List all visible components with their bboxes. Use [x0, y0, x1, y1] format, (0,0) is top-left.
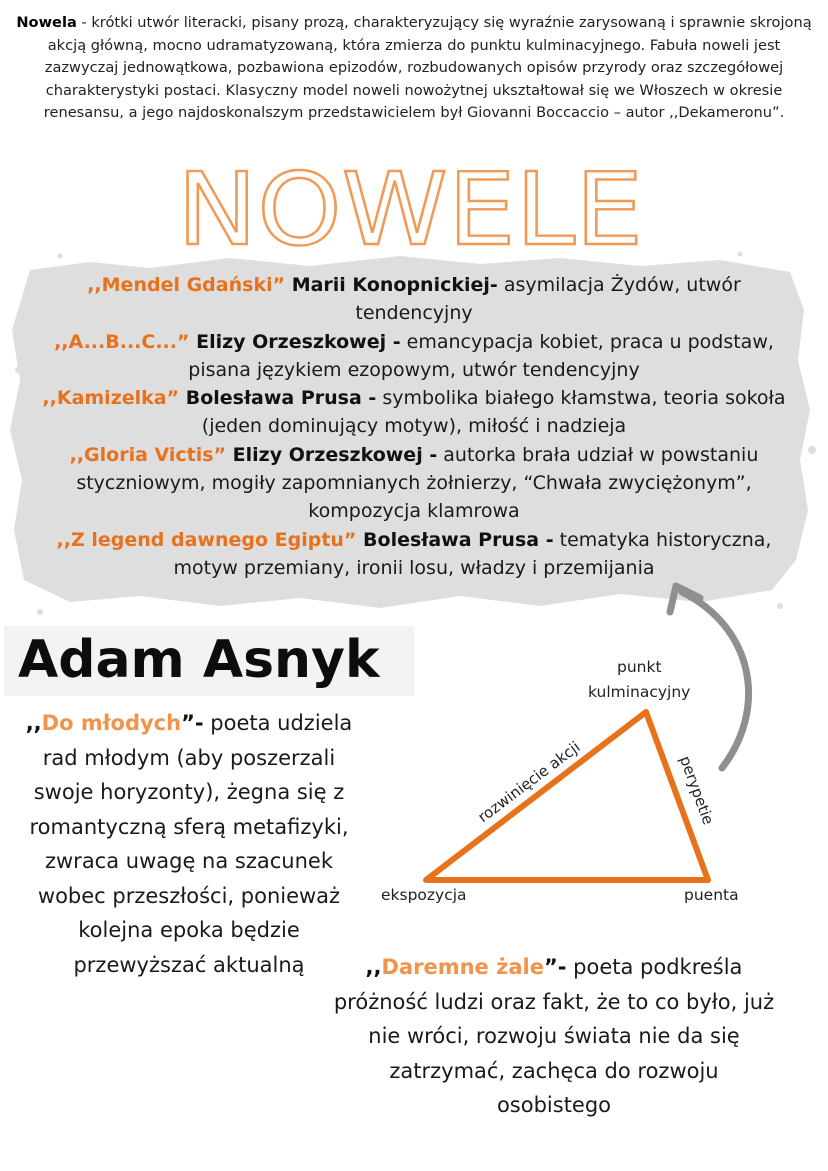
plot-triangle-diagram [370, 580, 790, 920]
novels-list [28, 271, 800, 582]
poem-description: poeta podkreśla próżność ludzi oraz fakt, że to co było, już nie wróci, rozwoju świata nie da się zatrzymać, zachęca do rozwoju osobistego [333, 955, 775, 1117]
novel-title: ,,Kamizelka” [42, 387, 180, 410]
novel-title: ,,A...B...C...” [54, 330, 190, 353]
intro-paragraph [14, 12, 814, 125]
poem-title: Do młodych [41, 711, 182, 735]
novel-author: Bolesława Prusa - [356, 528, 554, 551]
twists-label: perypetie [675, 753, 718, 828]
novel-item [28, 526, 800, 583]
exposition-label: ekspozycja [381, 886, 467, 904]
nowele-heading [150, 152, 670, 252]
plot-triangle [426, 712, 708, 880]
novel-description: emancypacja kobiet, praca u podstaw, pisana językiem ezopowym, utwór tendencyjny [188, 330, 774, 381]
arrow-head [670, 586, 700, 612]
nowele-heading-text: NOWELE [177, 152, 643, 252]
novel-author: Elizy Orzeszkowej - [189, 330, 401, 353]
quote-open: ,, [365, 955, 382, 979]
quote-close: ”- [181, 711, 204, 735]
punchline-label: puenta [684, 886, 739, 904]
intro-term: Nowela [16, 14, 77, 31]
rising-action-label: rozwinięcie akcji [474, 737, 584, 827]
poem-title: Daremne żale [381, 955, 544, 979]
novel-description: autorka brała udział w powstaniu styczniowym, mogiły zapomnianych żołnierzy, “Chwała zwyciężonym”, kompozycja klamrowa [76, 443, 759, 523]
quote-open: ,, [25, 711, 42, 735]
novel-author: Bolesława Prusa - [179, 387, 377, 410]
asnyk-heading: Adam Asnyk [18, 630, 380, 690]
novel-author: Marii Konopnickiej- [285, 274, 498, 296]
quote-close: ”- [543, 955, 567, 979]
novel-item [28, 441, 800, 526]
intro-definition: - krótki utwór literacki, pisany prozą, charakteryzujący się wyraźnie zarysowaną i sprawnie skrojoną akcją główną, mocno udramatyzowaną, która zmierza do punktu kulminacyjnego. Fabuła noweli jest zazwyczaj jednowątkowa, pozbawiona epizodów, rozbudowanych opisów przyrody oraz szczegółowej charakterystyki postaci. Klasyczny model noweli nowożytnej ukształtował się we Włoszech w okresie renesansu, a jego najdoskonalszym przedstawicielem był Giovanni Boccaccio – autor ,,Dekameronu”. [43, 14, 812, 121]
novel-author: Elizy Orzeszkowej - [226, 443, 438, 466]
novel-item [28, 384, 800, 441]
novel-title: ,,Z legend dawnego Egiptu” [56, 528, 357, 551]
poem-do-mlodych [14, 706, 364, 982]
curved-arrow [682, 592, 749, 768]
novel-description: tematyka historyczna, motyw przemiany, ironii losu, władzy i przemijania [173, 528, 772, 579]
novel-title: ,,Mendel Gdański” [87, 274, 286, 296]
novel-item [28, 271, 800, 328]
climax-label-line1: punkt [617, 658, 662, 676]
poem-daremne-zale [330, 950, 778, 1123]
novel-description: asymilacja Żydów, utwór tendencyjny [355, 274, 741, 325]
novel-item [28, 328, 800, 385]
novel-title: ,,Gloria Victis” [69, 443, 227, 466]
novel-description: symbolika białego kłamstwa, teoria sokoła (jeden dominujący motyw), miłość i nadzieja [201, 387, 786, 438]
poem-description: poeta udziela rad młodym (aby poszerzali swoje horyzonty), żegna się z romantyczną sferą metafizyki, zwraca uwagę na szacunek wobec przeszłości, ponieważ kolejna epoka będzie przewyższać aktualną [29, 711, 353, 977]
climax-label-line2: kulminacyjny [588, 683, 691, 701]
